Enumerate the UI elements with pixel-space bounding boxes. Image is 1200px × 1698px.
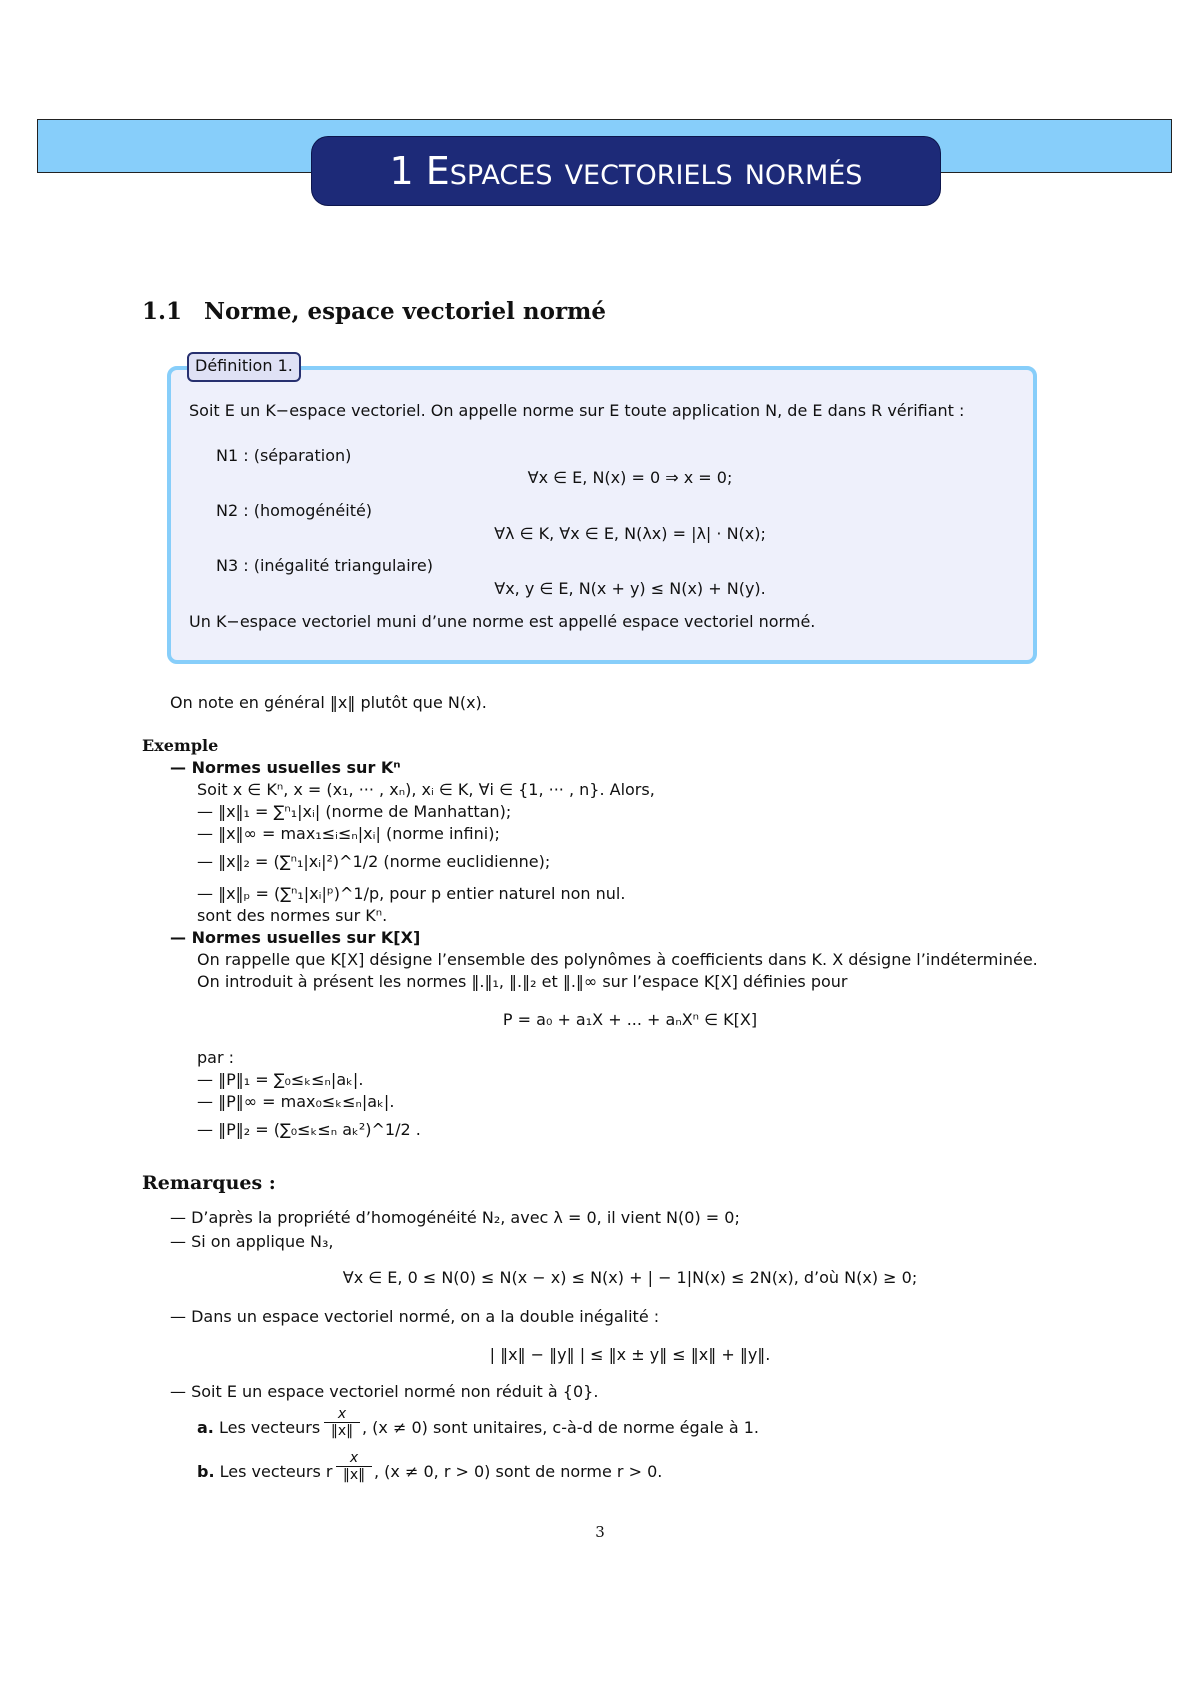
example-item1-intro: Soit x ∈ Kⁿ, x = (x₁, ··· , xₙ), xᵢ ∈ K, ∀i ∈ {1, ··· , n}. Alors,	[197, 780, 655, 799]
remark-4: — Soit E un espace vectoriel normé non réduit à {0}.	[170, 1382, 599, 1401]
n2-label: N2 : (homogénéité)	[216, 501, 373, 520]
example-item1-title: — Normes usuelles sur Kⁿ	[170, 758, 401, 777]
definition-intro: Soit E un K−espace vectoriel. On appelle norme sur E toute application N, de E dans R vérifiant :	[189, 401, 965, 420]
section-title: Norme, espace vectoriel normé	[204, 298, 607, 325]
norm-notation-note: On note en général ‖x‖ plutôt que N(x).	[170, 693, 487, 712]
page-number: 3	[595, 1523, 605, 1541]
n3-formula: ∀x, y ∈ E, N(x + y) ≤ N(x) + N(y).	[494, 579, 766, 598]
section-number: 1.1	[142, 298, 183, 325]
remark-4b-numerator: x	[349, 1450, 359, 1466]
norm2-line: — ‖x‖₂ = (∑ⁿ₁|xᵢ|²)^1/2 (norme euclidienne);	[197, 852, 551, 871]
example-heading: Exemple	[142, 736, 219, 755]
pnorminf-line: — ‖P‖∞ = max₀≤ₖ≤ₙ|aₖ|.	[197, 1092, 395, 1111]
n2-formula: ∀λ ∈ K, ∀x ∈ E, N(λx) = |λ| · N(x);	[494, 524, 766, 543]
n3-label: N3 : (inégalité triangulaire)	[216, 556, 433, 575]
remark-4a-post: , (x ≠ 0) sont unitaires, c-à-d de norme égale à 1.	[362, 1418, 759, 1437]
remark-4b	[197, 1462, 332, 1482]
remark-2-formula: ∀x ∈ E, 0 ≤ N(0) ≤ N(x − x) ≤ N(x) + | − 1|N(x) ≤ 2N(x), d’où N(x) ≥ 0;	[342, 1268, 918, 1287]
remark-4a-label: a.	[197, 1418, 214, 1437]
remark-4b-post: , (x ≠ 0, r > 0) sont de norme r > 0.	[374, 1462, 663, 1481]
chapter-number: 1	[389, 149, 414, 193]
remark-2: — Si on applique N₃,	[170, 1232, 334, 1251]
chapter-title-box	[312, 137, 940, 205]
remark-4b-denominator: ‖x‖	[336, 1466, 372, 1483]
n1-label: N1 : (séparation)	[216, 446, 352, 465]
definition-label: Définition 1.	[187, 352, 301, 382]
remark-4a-pre: Les vecteurs	[218, 1418, 321, 1437]
example-item2-line1: On rappelle que K[X] désigne l’ensemble des polynômes à coefficients dans K. X désigne l’indéterminée.	[197, 950, 1038, 969]
normp-line: — ‖x‖ₚ = (∑ⁿ₁|xᵢ|ᵖ)^1/p, pour p entier naturel non nul.	[197, 884, 626, 903]
polynomial-formula: P = a₀ + a₁X + ... + aₙXⁿ ∈ K[X]	[502, 1010, 758, 1029]
remark-1: — D’après la propriété d’homogénéité N₂, avec λ = 0, il vient N(0) = 0;	[170, 1208, 740, 1227]
remark-4b-label: b.	[197, 1462, 215, 1481]
pnorm1-line: — ‖P‖₁ = ∑₀≤ₖ≤ₙ|aₖ|.	[197, 1070, 364, 1089]
example-item2-title: — Normes usuelles sur K[X]	[170, 928, 421, 947]
remark-4b-pre: Les vecteurs r	[219, 1462, 333, 1481]
example-item1-close: sont des normes sur Kⁿ.	[197, 906, 388, 925]
remark-4a	[197, 1418, 320, 1438]
section-heading	[142, 298, 606, 325]
norminf-line: — ‖x‖∞ = max₁≤ᵢ≤ₙ|xᵢ| (norme infini);	[197, 824, 500, 843]
remark-4b-fraction	[336, 1450, 372, 1483]
chapter-title: Espaces vectoriels normés	[425, 149, 863, 193]
norm1-line: — ‖x‖₁ = ∑ⁿ₁|xᵢ| (norme de Manhattan);	[197, 802, 512, 821]
definition-closing: Un K−espace vectoriel muni d’une norme est appellé espace vectoriel normé.	[189, 612, 816, 631]
example-item2-line2: On introduit à présent les normes ‖.‖₁, ‖.‖₂ et ‖.‖∞ sur l’espace K[X] définies pour	[197, 972, 848, 991]
remark-3: — Dans un espace vectoriel normé, on a la double inégalité :	[170, 1307, 660, 1326]
n1-formula: ∀x ∈ E, N(x) = 0 ⇒ x = 0;	[527, 468, 733, 487]
remark-4a-fraction	[324, 1406, 360, 1439]
par-label: par :	[197, 1048, 235, 1067]
remarks-heading: Remarques :	[142, 1172, 276, 1194]
remark-3-formula: | ‖x‖ − ‖y‖ | ≤ ‖x ± y‖ ≤ ‖x‖ + ‖y‖.	[489, 1345, 771, 1364]
remark-4a-denominator: ‖x‖	[324, 1422, 360, 1439]
remark-4a-numerator: x	[337, 1406, 347, 1422]
pnorm2-line: — ‖P‖₂ = (∑₀≤ₖ≤ₙ aₖ²)^1/2 .	[197, 1120, 421, 1139]
